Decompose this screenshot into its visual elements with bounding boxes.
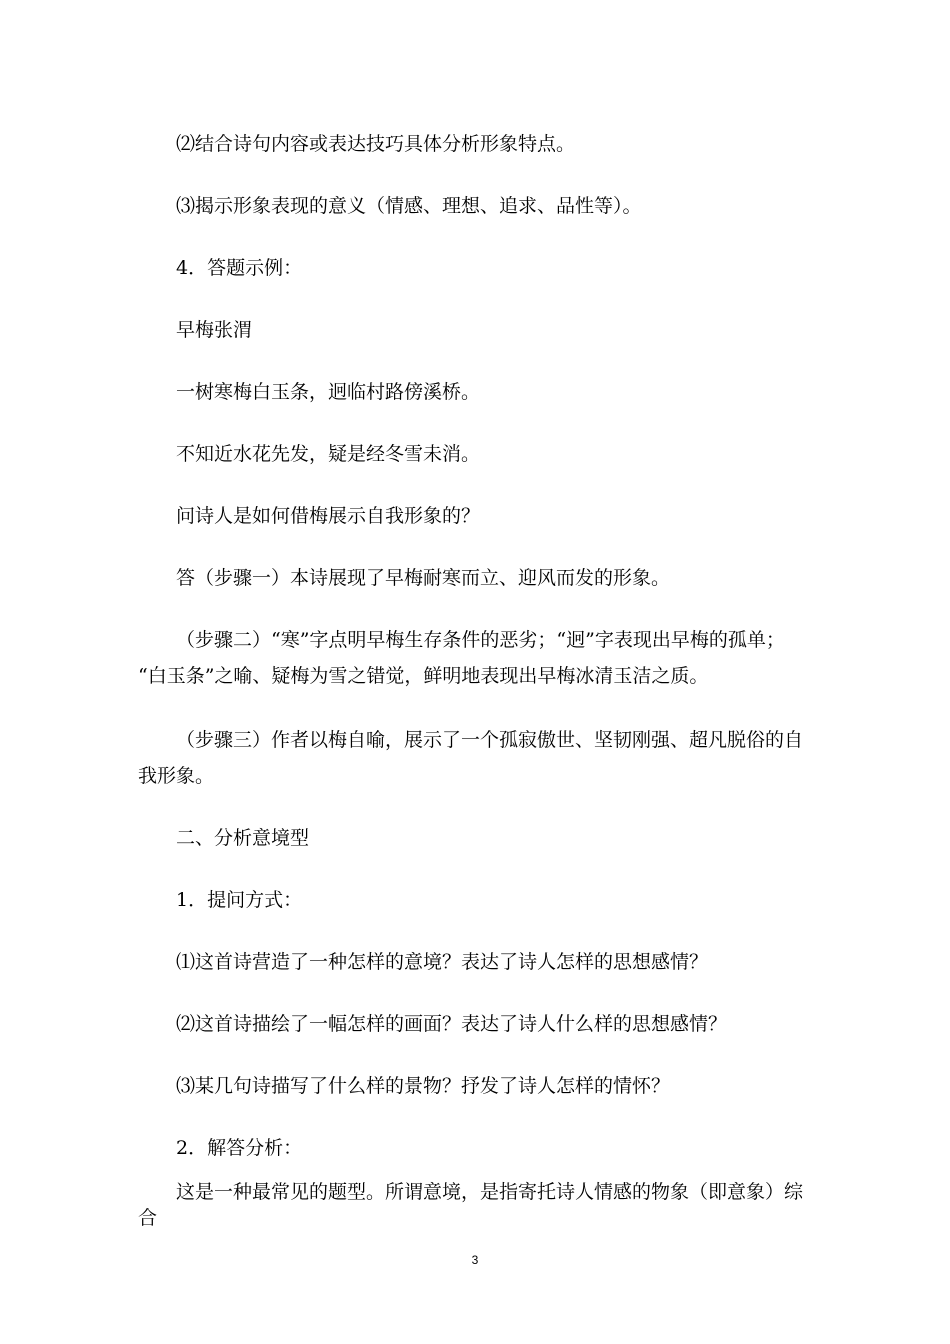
text-line: ⑴这首诗营造了一种怎样的意境？表达了诗人怎样的思想感情？ <box>176 951 709 973</box>
text-line: ⑶揭示形象表现的意义（情感、理想、追求、品性等）。 <box>176 195 642 217</box>
poem-title: 早梅张渭 <box>176 319 253 341</box>
text-line: 4．答题示例： <box>176 257 303 279</box>
text-line: ⑶某几句诗描写了什么样的景物？抒发了诗人怎样的情怀？ <box>176 1075 671 1097</box>
answer-line: （步骤二）“寒”字点明早梅生存条件的恶劣；“迥”字表现出早梅的孤单； <box>176 629 785 651</box>
text-line: ⑵结合诗句内容或表达技巧具体分析形象特点。 <box>176 133 576 155</box>
subsection-heading: 2．解答分析： <box>176 1137 303 1159</box>
answer-line: 答（步骤一）本诗展现了早梅耐寒而立、迎风而发的形象。 <box>176 567 671 589</box>
section-heading: 二、分析意境型 <box>176 827 310 849</box>
page-number: 3 <box>471 1253 479 1267</box>
question-line: 问诗人是如何借梅展示自我形象的？ <box>176 505 481 527</box>
paragraph-line: 这是一种最常见的题型。所谓意境，是指寄托诗人情感的物象（即意象）综 <box>176 1181 804 1203</box>
poem-line: 一树寒梅白玉条，迥临村路傍溪桥。 <box>176 381 481 403</box>
subsection-heading: 1．提问方式： <box>176 889 303 911</box>
answer-line: 我形象。 <box>138 765 215 787</box>
text-line: ⑵这首诗描绘了一幅怎样的画面？表达了诗人什么样的思想感情？ <box>176 1013 728 1035</box>
paragraph-line: 合 <box>138 1207 158 1229</box>
answer-line: “白玉条”之喻、疑梅为雪之错觉，鲜明地表现出早梅冰清玉洁之质。 <box>138 665 709 687</box>
answer-line: （步骤三）作者以梅自喻，展示了一个孤寂傲世、坚韧刚强、超凡脱俗的自 <box>176 729 804 751</box>
poem-line: 不知近水花先发，疑是经冬雪未消。 <box>176 443 481 465</box>
